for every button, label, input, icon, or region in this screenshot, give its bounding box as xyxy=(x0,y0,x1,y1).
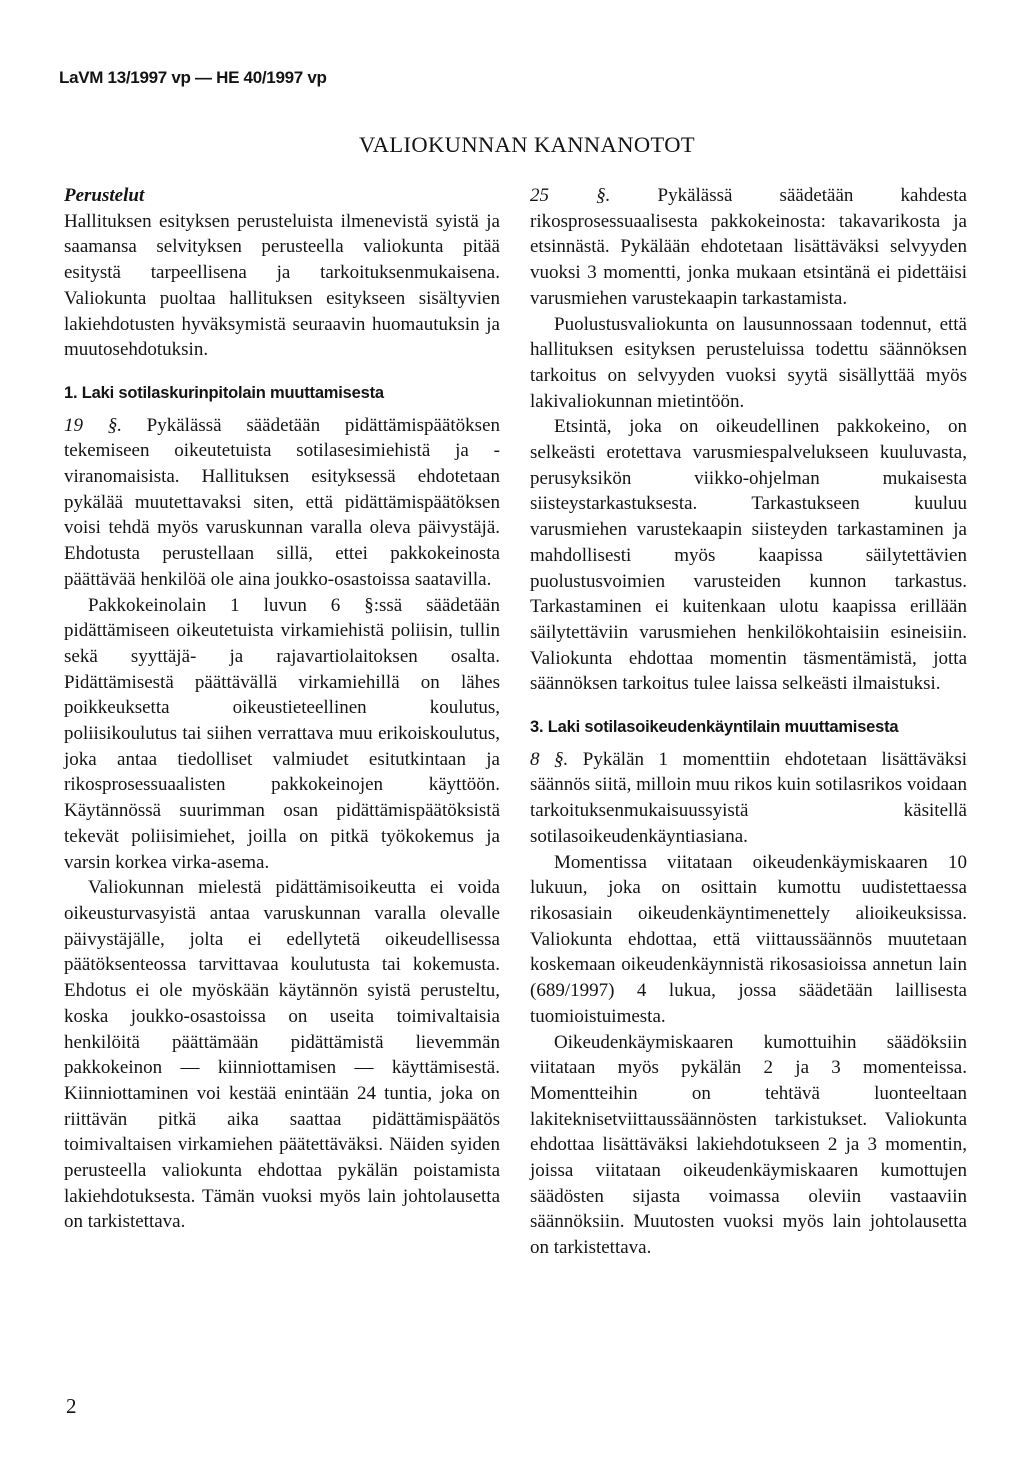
paragraph-etsinta: Etsintä, joka on oikeudellinen pakkokeino, on selkeästi erotettava varusmiespalvelukseen kuuluvasta, perusyksikön viikko-ohjelman mukaisesta siisteystarkastuksesta. Tarkastukseen kuuluu varusmiehen varustekaapin siisteyden tarkastaminen ja mahdollisesti myös kaapissa säilytettävien puolustusvoimien varusteiden kunnon tarkastus. Tarkastaminen ei kuitenkaan ulotu kaapissa erillään säilytettäviin varusmiehen henkilökohtaisiin esineisiin. Valiokunta ehdottaa momentin täsmentämistä, jotta säännöksen tarkoitus tulee laissa selkeästi ilmaistuksi. xyxy=(530,416,967,695)
section-ref-25: 25 §. xyxy=(530,185,611,206)
paragraph-kumottuihin: Oikeudenkäymiskaaren kumottuihin säädöksiin viitataan myös pykälän 2 ja 3 momenteissa. Momentteihin on tehtävä luonteeltaan lakiteknisetviittaussäännösten tarkistukset. Valiokunta ehdottaa lisättäväksi lakiehdotukseen 2 ja 3 momentin, joissa viitataan oikeudenkäymiskaaren kumottujen säädösten sijasta voimassa oleviin vastaaviin säännöksiin. Muutosten vuoksi myös lain johtolausetta on tarkistettava. xyxy=(530,1031,967,1259)
section-title: VALIOKUNNAN KANNANOTOT xyxy=(358,132,696,157)
page-number: 2 xyxy=(66,1394,77,1418)
paragraph-pakkokeinolaki: Pakkokeinolain 1 luvun 6 §:ssä säädetään pidättämiseen oikeutetuista virkamiehistä poliisin, tullin sekä syyttäjä- ja rajavartiolaitoksen osalta. Pidättämisestä päättävällä virkamiehillä on lähes poikkeuksetta oikeustieteellinen koulutus, poliisikoulutus tai siihen verrattava muu erikoiskoulutus, joka antaa tiedolliset valmiudet esitutkintaan ja rikosprosessuaalisten pakkokeinojen käyttöön. Käytännössä suurimman osan pidättämispäätöksistä tekevät poliisimiehet, joilla on pitkä työkokemus ja varsin korkea virka-asema. xyxy=(64,594,500,873)
paragraph-puolustusvaliokunta: Puolustusvaliokunta on lausunnossaan todennut, että hallituksen esityksen perusteluissa todettu säännöksen tarkoitus on selvyyden vuoksi syytä sisällyttää myös lakivaliokunnan mietintöön. xyxy=(530,313,967,412)
section-ref-19: 19 §. xyxy=(64,414,122,436)
paragraph-8-text: Pykälän 1 momenttiin ehdotetaan lisättäväksi säännös siitä, milloin muu rikos kuin sotilasrikos voidaan tarkoituksenmukaisuussyistä käsitellä sotilasoikeudenkäyntiasiana. xyxy=(530,748,968,847)
left-column xyxy=(64,183,500,1235)
paragraph-25-text: Pykälässä säädetään kahdesta rikosprosessuaalisesta pakkokeinosta: takavarikosta ja etsinnästä. Pykälään ehdotetaan lisättäväksi selvyyden vuoksi 3 momentti, jonka mukaan etsintänä ei pidettäisi varusmiehen varustekaapin tarkastamista. xyxy=(530,185,967,309)
intro-paragraph: Hallituksen esityksen perusteluista ilmenevistä syistä ja saamansa selvityksen perusteella valiokunta pitää esitystä tarpeellisena ja tarkoituksenmukaisena. Valiokunta puoltaa hallituksen esitykseen sisältyvien lakiehdotusten hyväksymistä seuraavin huomautuksin ja muutosehdotuksin. xyxy=(64,210,500,361)
running-head: LaVM 13/1997 vp — HE 40/1997 vp xyxy=(59,68,327,87)
paragraph-25 xyxy=(530,183,967,312)
section-ref-8: 8 §. xyxy=(530,748,569,770)
paragraph-momentissa: Momentissa viitataan oikeudenkäymiskaaren 10 lukuun, joka on osittain kumottu uudistettaessa rikosasiain oikeudenkäyntimenettely alioikeuksissa. Valiokunta ehdottaa, että viittaussäännös muutetaan koskemaan oikeudenkäynnistä rikosasioissa annetun lain (689/1997) 4 lukua, jossa säädetään laillisesta tuomioistuimesta. xyxy=(530,851,967,1027)
right-column xyxy=(530,183,967,1261)
subheading-perustelut: Perustelut xyxy=(64,185,145,206)
paragraph-8 xyxy=(530,747,967,850)
heading-section-1: 1. Laki sotilaskurinpitolain muuttamisesta xyxy=(64,383,384,402)
paragraph-valiokunnan-mielesta: Valiokunnan mielestä pidättämisoikeutta ei voida oikeusturvasyistä antaa varuskunnan varalla olevalle päivystäjälle, jolta ei edellytetä oikeudellisessa päätöksenteossa tarvittavaa koulutusta tai kokemusta. Ehdotus ei ole myöskään käytännön syistä perusteltu, koska joukko-osastoissa on useita toimivaltaisia henkilöitä päättämään pidättämistä lievemmän pakkokeinon — kiinniottamisen — käyttämisestä. Kiinniottaminen voi kestää enintään 24 tuntia, joka on riittävän pitkä aika saattaa pidättämispäätös toimivaltaisen virkamiehen päätettäväksi. Näiden syiden perusteella valiokunta ehdottaa pykälän poistamista lakiehdotuksesta. Tämän vuoksi myös lain johtolausetta on tarkistettava. xyxy=(64,877,500,1233)
heading-section-3: 3. Laki sotilasoikeudenkäyntilain muuttamisesta xyxy=(530,718,899,737)
paragraph-19 xyxy=(64,413,500,593)
paragraph-19-text: Pykälässä säädetään pidättämispäätöksen tekemiseen oikeutetuista sotilasesimiehistä ja -viranomaisista. Hallituksen esityksessä ehdotetaan pykälää muutettavaksi siten, että pidättämispäätöksen voisi tehdä myös varuskunnan varalla oleva päivystäjä. Ehdotusta perustellaan sillä, ettei pakkokeinosta päättävää henkilöä ole aina joukko-osastoissa saatavilla. xyxy=(64,414,500,590)
